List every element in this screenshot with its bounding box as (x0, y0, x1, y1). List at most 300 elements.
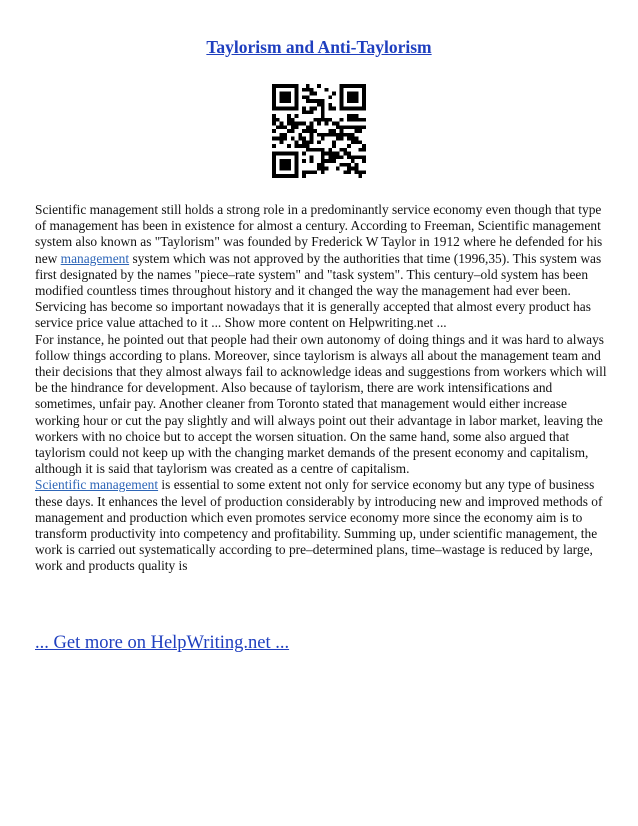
qr-module (295, 155, 299, 159)
qr-module (358, 148, 362, 152)
qr-module (321, 152, 325, 156)
qr-module (351, 114, 355, 118)
qr-module (321, 133, 325, 137)
qr-module (287, 107, 291, 111)
scientific-management-link[interactable]: Scientific management (35, 477, 159, 493)
qr-module (291, 122, 295, 126)
qr-module (347, 144, 351, 148)
qr-module (272, 84, 276, 88)
qr-module (306, 144, 310, 148)
qr-module (355, 95, 359, 99)
qr-module (328, 118, 332, 122)
qr-module (295, 122, 299, 126)
qr-module (283, 133, 287, 137)
qr-module (332, 152, 336, 156)
qr-module (343, 170, 347, 174)
qr-module (287, 129, 291, 133)
qr-module (347, 152, 351, 156)
qr-module (272, 137, 276, 141)
qr-module (336, 133, 340, 137)
qr-module (321, 114, 325, 118)
qr-module (276, 107, 280, 111)
qr-module (325, 88, 329, 92)
qr-module (280, 99, 284, 103)
qr-module (295, 88, 299, 92)
qr-module (355, 155, 359, 159)
qr-module (351, 92, 355, 96)
qr-module (291, 174, 295, 178)
qr-module (355, 114, 359, 118)
qr-module (298, 137, 302, 141)
qr-module (317, 133, 321, 137)
qr-module (302, 88, 306, 92)
qr-module (310, 125, 314, 129)
qr-module (287, 174, 291, 178)
qr-module (295, 170, 299, 174)
qr-module (332, 155, 336, 159)
qr-module (310, 110, 314, 114)
qr-module (362, 170, 366, 174)
qr-module (310, 140, 314, 144)
get-more-link[interactable]: ... Get more on HelpWriting.net ... (35, 633, 290, 653)
qr-module (351, 167, 355, 171)
qr-module (321, 170, 325, 174)
qr-module (328, 133, 332, 137)
qr-module (283, 152, 287, 156)
qr-module (358, 155, 362, 159)
qr-module (287, 95, 291, 99)
qr-module (310, 159, 314, 163)
qr-module (336, 152, 340, 156)
qr-module (272, 92, 276, 96)
qr-module (328, 95, 332, 99)
qr-module (317, 167, 321, 171)
qr-module (283, 159, 287, 163)
qr-module (302, 144, 306, 148)
qr-code-icon (272, 84, 366, 178)
qr-module (351, 125, 355, 129)
qr-module (325, 159, 329, 163)
qr-module (355, 99, 359, 103)
qr-module (287, 152, 291, 156)
qr-module (340, 129, 344, 133)
qr-module (328, 152, 332, 156)
qr-module (276, 125, 280, 129)
qr-module (298, 144, 302, 148)
qr-module (283, 163, 287, 167)
qr-module (272, 159, 276, 163)
qr-module (283, 125, 287, 129)
qr-module (340, 133, 344, 137)
qr-module (280, 163, 284, 167)
qr-module (343, 125, 347, 129)
qr-module (336, 122, 340, 126)
qr-module (347, 95, 351, 99)
qr-module (347, 125, 351, 129)
qr-module (272, 88, 276, 92)
qr-module (343, 133, 347, 137)
qr-module (283, 95, 287, 99)
qr-module (280, 95, 284, 99)
qr-module (310, 107, 314, 111)
qr-module (310, 137, 314, 141)
paragraph-1-text-b: system which was not approved by the authorities that time (1996,35). This system was first designated by the names "piece–rate system" and "task system". This century–old system has been modified countless times throughout history and it changed the way the management had ever been. Servicing has become so important nowadays that it is generally accepted that almost every product has service price value attached to it ... Show more content on Helpwriting.net ... (35, 250, 602, 331)
qr-module (283, 167, 287, 171)
qr-module (276, 152, 280, 156)
qr-module (332, 107, 336, 111)
qr-module (347, 84, 351, 88)
qr-module (302, 137, 306, 141)
qr-module (291, 84, 295, 88)
paragraph-2 (35, 332, 607, 478)
qr-module (317, 163, 321, 167)
qr-module (317, 140, 321, 144)
qr-module (340, 118, 344, 122)
qr-module (306, 84, 310, 88)
qr-module (358, 174, 362, 178)
qr-module (340, 137, 344, 141)
qr-module (362, 95, 366, 99)
qr-module (306, 170, 310, 174)
qr-module (310, 155, 314, 159)
qr-module (340, 95, 344, 99)
qr-module (310, 129, 314, 133)
paragraph-2-text: For instance, he pointed out that people had their own autonomy of doing things and it was hard to always follow things according to plans. Moreover, since taylorism is always all about the management team and their decisions that they almost always fail to acknowledge ideas and suggestions from workers which will be the hindrance for development. Also because of taylorism, there are work intensifications and sometimes, unfair pay. Another cleaner from Toronto stated that management would either increase working hour or cut the pay slightly and will always point out their advantage in labor market, leaving the workers with no choice but to accept the worsen situation. On the same hand, some also argued that taylorism could not keep up with the changing market demands of the present economy and capitalism, although it is said that taylorism was created as a centre of capitalism. (35, 331, 607, 477)
qr-module (287, 84, 291, 88)
qr-module (295, 163, 299, 167)
qr-module (321, 118, 325, 122)
qr-module (313, 118, 317, 122)
qr-module (283, 107, 287, 111)
qr-module (351, 84, 355, 88)
qr-module (272, 167, 276, 171)
qr-module (317, 122, 321, 126)
qr-module (340, 163, 344, 167)
qr-module (280, 140, 284, 144)
qr-module (295, 140, 299, 144)
qr-module (310, 92, 314, 96)
qr-module (362, 148, 366, 152)
qr-module (283, 92, 287, 96)
qr-module (310, 148, 314, 152)
qr-module (321, 155, 325, 159)
qr-module (272, 170, 276, 174)
qr-module (306, 148, 310, 152)
qr-module (351, 95, 355, 99)
qr-module (355, 107, 359, 111)
qr-module (310, 122, 314, 126)
qr-module (295, 125, 299, 129)
qr-module (280, 92, 284, 96)
qr-module (295, 167, 299, 171)
qr-module (272, 114, 276, 118)
qr-module (306, 140, 310, 144)
qr-module (358, 140, 362, 144)
document-title (0, 36, 638, 58)
qr-module (358, 107, 362, 111)
qr-module (272, 122, 276, 126)
qr-module (310, 88, 314, 92)
qr-module (340, 148, 344, 152)
qr-module (272, 129, 276, 133)
qr-module (351, 155, 355, 159)
qr-module (347, 99, 351, 103)
qr-module (272, 103, 276, 107)
qr-module (321, 110, 325, 114)
article-body (35, 202, 607, 575)
qr-module (336, 155, 340, 159)
qr-module (306, 95, 310, 99)
qr-module (283, 99, 287, 103)
qr-module (313, 92, 317, 96)
qr-module (272, 144, 276, 148)
qr-module (291, 125, 295, 129)
qr-module (332, 133, 336, 137)
qr-module (343, 163, 347, 167)
qr-module (321, 148, 325, 152)
qr-module (351, 137, 355, 141)
qr-module (283, 174, 287, 178)
qr-module (287, 122, 291, 126)
qr-module (295, 92, 299, 96)
get-more-section (35, 632, 289, 654)
qr-module (351, 118, 355, 122)
qr-module (355, 137, 359, 141)
qr-module (306, 88, 310, 92)
qr-module (328, 159, 332, 163)
qr-module (355, 125, 359, 129)
qr-module (280, 84, 284, 88)
qr-module (351, 99, 355, 103)
qr-module (272, 95, 276, 99)
qr-module (295, 152, 299, 156)
qr-module (351, 133, 355, 137)
qr-module (276, 84, 280, 88)
qr-module (306, 125, 310, 129)
qr-module (302, 107, 306, 111)
qr-module (332, 159, 336, 163)
qr-module (325, 118, 329, 122)
qr-module (321, 159, 325, 163)
qr-module (272, 118, 276, 122)
qr-module (328, 155, 332, 159)
qr-module (343, 152, 347, 156)
qr-module (325, 152, 329, 156)
qr-module (355, 163, 359, 167)
qr-module (302, 122, 306, 126)
qr-module (340, 99, 344, 103)
qr-module (358, 84, 362, 88)
qr-module (287, 114, 291, 118)
qr-module (362, 159, 366, 163)
qr-module (362, 88, 366, 92)
qr-module (336, 125, 340, 129)
qr-module (355, 84, 359, 88)
qr-module (343, 148, 347, 152)
qr-module (317, 118, 321, 122)
qr-module (276, 118, 280, 122)
qr-module (302, 140, 306, 144)
qr-module (321, 167, 325, 171)
qr-module (291, 152, 295, 156)
qr-module (283, 137, 287, 141)
qr-module (347, 107, 351, 111)
qr-module (295, 114, 299, 118)
qr-module (302, 159, 306, 163)
qr-module (332, 122, 336, 126)
qr-module (272, 152, 276, 156)
qr-module (347, 170, 351, 174)
qr-module (280, 107, 284, 111)
qr-module (276, 137, 280, 141)
paragraph-1-text-a: Scientific management still holds a strong role in a predominantly service economy even though that type of management has been in existence for almost a century. According to Freeman, Scientific management system also known as "Taylorism" was founded by Frederick W Taylor in 1912 where he defended for his new (35, 202, 603, 266)
qr-module (291, 118, 295, 122)
qr-module (291, 129, 295, 133)
qr-module (332, 129, 336, 133)
qr-module (351, 159, 355, 163)
qr-module (325, 122, 329, 126)
qr-module (295, 174, 299, 178)
qr-module (347, 118, 351, 122)
qr-module (287, 92, 291, 96)
qr-module (272, 107, 276, 111)
paragraph-1 (35, 202, 607, 332)
qr-module (362, 155, 366, 159)
qr-module (340, 125, 344, 129)
qr-module (358, 125, 362, 129)
qr-module (287, 163, 291, 167)
qr-module (295, 159, 299, 163)
qr-module (343, 107, 347, 111)
qr-module (272, 174, 276, 178)
qr-module (313, 170, 317, 174)
paragraph-3 (35, 477, 607, 574)
qr-module (328, 103, 332, 107)
qr-module (321, 163, 325, 167)
qr-module (317, 148, 321, 152)
qr-module (321, 99, 325, 103)
qr-module (280, 152, 284, 156)
qr-module (347, 114, 351, 118)
qr-module (347, 133, 351, 137)
qr-module (295, 84, 299, 88)
qr-module (310, 133, 314, 137)
qr-module (362, 92, 366, 96)
qr-module (287, 159, 291, 163)
qr-module (283, 84, 287, 88)
qr-module (302, 129, 306, 133)
qr-module (351, 140, 355, 144)
qr-module (295, 95, 299, 99)
qr-module (362, 103, 366, 107)
qr-module (358, 129, 362, 133)
qr-module (310, 170, 314, 174)
paragraph-3-text: is essential to some extent not only for service economy but any type of business these days. It enhances the level of production considerably by introducing new and improved methods of management and production which even promotes service economy more since the economy aim is to transform productivity into competency and profitability. Summing up, under scientific management, the work is carried out systematically according to pre–determined plans, time–wastage is reduced by large, work and products quality is (35, 477, 603, 574)
qr-module (347, 92, 351, 96)
qr-module (351, 107, 355, 111)
qr-module (355, 140, 359, 144)
qr-module (302, 152, 306, 156)
qr-module (291, 107, 295, 111)
qr-module (340, 92, 344, 96)
qr-module (358, 170, 362, 174)
qr-module (298, 133, 302, 137)
qr-module (328, 129, 332, 133)
qr-module (355, 170, 359, 174)
qr-module (313, 99, 317, 103)
qr-module (313, 107, 317, 111)
qr-module (362, 84, 366, 88)
qr-module (321, 107, 325, 111)
qr-module (306, 110, 310, 114)
qr-module (340, 84, 344, 88)
qr-module (295, 99, 299, 103)
management-link[interactable]: management (60, 250, 130, 266)
qr-module (295, 144, 299, 148)
qr-module (280, 122, 284, 126)
qr-module (328, 148, 332, 152)
qr-module (336, 137, 340, 141)
qr-module (280, 174, 284, 178)
qr-module (272, 163, 276, 167)
qr-module (336, 167, 340, 171)
title-link[interactable]: Taylorism and Anti-Taylorism (206, 37, 432, 57)
qr-module (343, 84, 347, 88)
qr-module (272, 155, 276, 159)
qr-module (321, 103, 325, 107)
qr-module (332, 92, 336, 96)
qr-module (306, 129, 310, 133)
qr-module (306, 99, 310, 103)
qr-module (332, 144, 336, 148)
qr-module (280, 159, 284, 163)
qr-module (298, 122, 302, 126)
qr-module (310, 99, 314, 103)
qr-module (332, 140, 336, 144)
qr-module (302, 95, 306, 99)
qr-module (287, 99, 291, 103)
qr-module (302, 170, 306, 174)
qr-module (302, 174, 306, 178)
qr-module (280, 137, 284, 141)
qr-module (325, 133, 329, 137)
qr-module (325, 167, 329, 171)
qr-module (347, 167, 351, 171)
qr-module (317, 103, 321, 107)
qr-module (362, 118, 366, 122)
qr-module (280, 125, 284, 129)
qr-module (295, 107, 299, 111)
qr-module (280, 133, 284, 137)
qr-module (347, 155, 351, 159)
qr-module (362, 125, 366, 129)
qr-module (280, 167, 284, 171)
qr-module (321, 137, 325, 141)
qr-module (362, 107, 366, 111)
qr-module (358, 118, 362, 122)
qr-module (276, 174, 280, 178)
qr-module (362, 99, 366, 103)
qr-module (291, 137, 295, 141)
qr-module (287, 144, 291, 148)
qr-module (347, 137, 351, 141)
qr-module (355, 118, 359, 122)
qr-module (355, 92, 359, 96)
qr-module (287, 167, 291, 171)
qr-module (302, 110, 306, 114)
qr-module (355, 167, 359, 171)
qr-module (340, 88, 344, 92)
